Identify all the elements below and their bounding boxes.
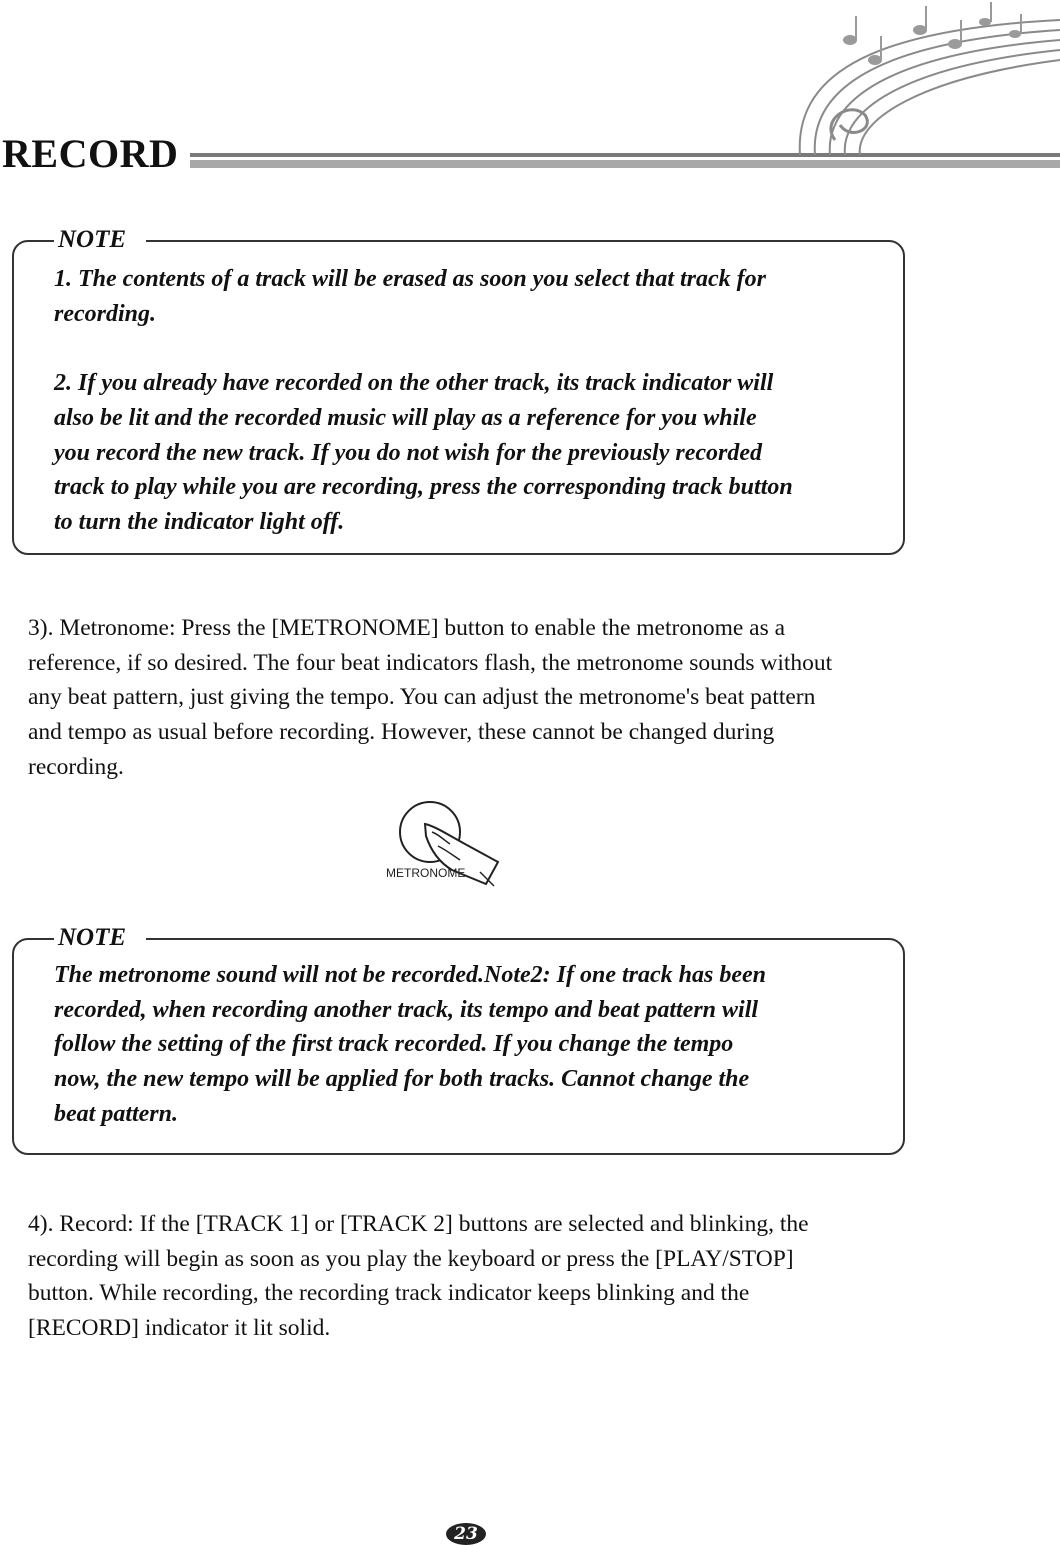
note-label: NOTE bbox=[54, 225, 146, 255]
note-box-1 bbox=[12, 226, 905, 555]
metronome-label: METRONOME bbox=[386, 866, 466, 880]
page-title: RECORD bbox=[2, 131, 179, 176]
step-3-metronome: 3). Metronome: Press the [METRONOME] button to enable the metronome as a reference, if so desired. The four beat indicators flash, the metronome sounds without any beat pattern, just giving the tempo. You can adjust the metronome's beat pattern and tempo as usual before recording. However, these cannot be changed during recording. bbox=[28, 615, 833, 780]
step-4-record: 4). Record: If the [TRACK 1] or [TRACK 2] buttons are selected and blinking, the recording will begin as soon as you play the keyboard or press the [PLAY/STOP] button. While recording, the recording track indicator keeps blinking and the [RECORD] indicator it lit solid. bbox=[28, 1211, 809, 1342]
music-notes-swirl-icon bbox=[780, 0, 1060, 160]
note-text: 1. The contents of a track will be erased as soon you select that track for recording. 2. If you already have recorded on the other track, its track indicator will also be lit and the recorded music will play as a reference for you while you record the new track. If you do not wish for the previously recorded track to play while you are recording, press the corresponding track button to turn the indicator light off. bbox=[54, 266, 793, 535]
page-number: 23 bbox=[446, 1523, 486, 1545]
note-box-2 bbox=[12, 924, 905, 1155]
note-text: The metronome sound will not be recorded.Note2: If one track has been recorded, when recording another track, its tempo and beat pattern will follow the setting of the first track recorded. If you change the tempo now, the new tempo will be applied for both tracks. Cannot change the beat pattern. bbox=[54, 962, 766, 1127]
metronome-button-figure bbox=[380, 796, 520, 892]
note-label: NOTE bbox=[54, 923, 146, 953]
